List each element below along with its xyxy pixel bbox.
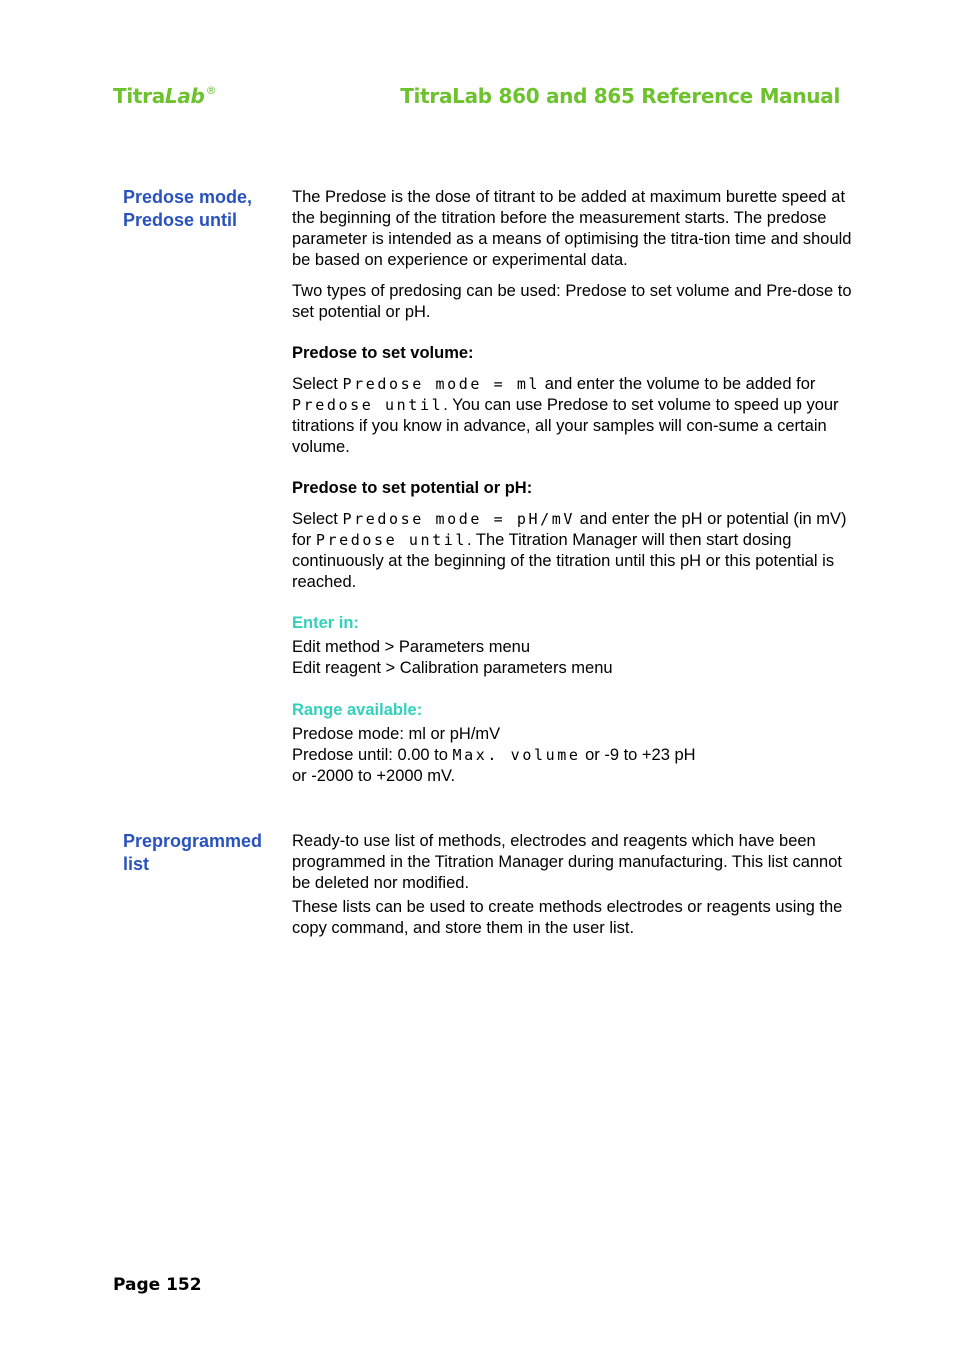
paragraph: Ready-to use list of methods, electrodes and reagents which have been programmed in the Titration Manager during manufacturing. This list cannot be deleted nor modified. bbox=[292, 832, 842, 892]
text-run: Select bbox=[292, 375, 343, 393]
range-label: Range available: bbox=[292, 701, 423, 719]
text-run: . You can use Predose to set volume to speed up your titrations if you know in advance, all your samples will con-sume a certain volume. bbox=[292, 396, 839, 456]
text-run: . The Titration Manager will then start dosing continuously at the beginning of the titration until this pH or this potential is reached. bbox=[292, 531, 835, 591]
text-run: and enter the volume to be added for bbox=[540, 375, 816, 393]
text-run: Select bbox=[292, 510, 343, 528]
range-line: or -2000 to +2000 mV. bbox=[292, 767, 456, 785]
subheading: Predose to set potential or pH: bbox=[292, 479, 533, 497]
section-heading-predose bbox=[123, 186, 283, 231]
code-run: Predose until bbox=[292, 396, 444, 414]
code-run: Predose mode = ml bbox=[342, 375, 541, 393]
enter-in-label: Enter in: bbox=[292, 614, 359, 632]
heading-line: list bbox=[123, 853, 150, 874]
heading-line: Predose mode, bbox=[123, 187, 253, 207]
text-run: Predose until: 0.00 to bbox=[292, 746, 453, 764]
paragraph: These lists can be used to create methods electrodes or reagents using the copy command, and store them in the user list. bbox=[292, 898, 843, 937]
section-heading-preprogrammed bbox=[123, 830, 283, 875]
paragraph bbox=[292, 509, 852, 593]
range-line: Predose mode: ml or pH/mV bbox=[292, 725, 501, 743]
menu-path: Edit method > Parameters menu bbox=[292, 638, 530, 656]
text-run: and enter the pH or potential (in mV) for bbox=[292, 510, 847, 549]
code-run: Max. volume bbox=[452, 746, 581, 764]
brand-italic: Lab bbox=[164, 84, 205, 108]
section-body-predose bbox=[292, 187, 852, 787]
paragraph: The Predose is the dose of titrant to be added at maximum burette speed at the beginning of the titration before the measurement starts. The predose parameter is intended as a means of optimising the titra-tion time and should be based on experience or experimental data. bbox=[292, 188, 852, 269]
subheading: Predose to set volume: bbox=[292, 344, 474, 362]
paragraph bbox=[292, 374, 852, 458]
section-body-preprogrammed bbox=[292, 831, 852, 939]
page-number: Page 152 bbox=[113, 1275, 202, 1295]
menu-path: Edit reagent > Calibration parameters menu bbox=[292, 659, 613, 677]
text-run: or -9 to +23 pH bbox=[580, 746, 696, 764]
paragraph: Two types of predosing can be used: Predose to set volume and Pre-dose to set potential or pH. bbox=[292, 282, 852, 321]
registered-mark: ® bbox=[205, 84, 217, 97]
heading-line: Preprogrammed bbox=[123, 831, 263, 851]
manual-title: TitraLab 860 and 865 Reference Manual bbox=[400, 84, 840, 108]
range-line bbox=[292, 745, 852, 766]
code-run: Predose mode = pH/mV bbox=[342, 510, 576, 528]
heading-line: Predose until bbox=[123, 209, 238, 230]
brand-logo bbox=[113, 84, 216, 108]
code-run: Predose until bbox=[315, 531, 468, 549]
brand-main: Titra bbox=[113, 84, 165, 108]
